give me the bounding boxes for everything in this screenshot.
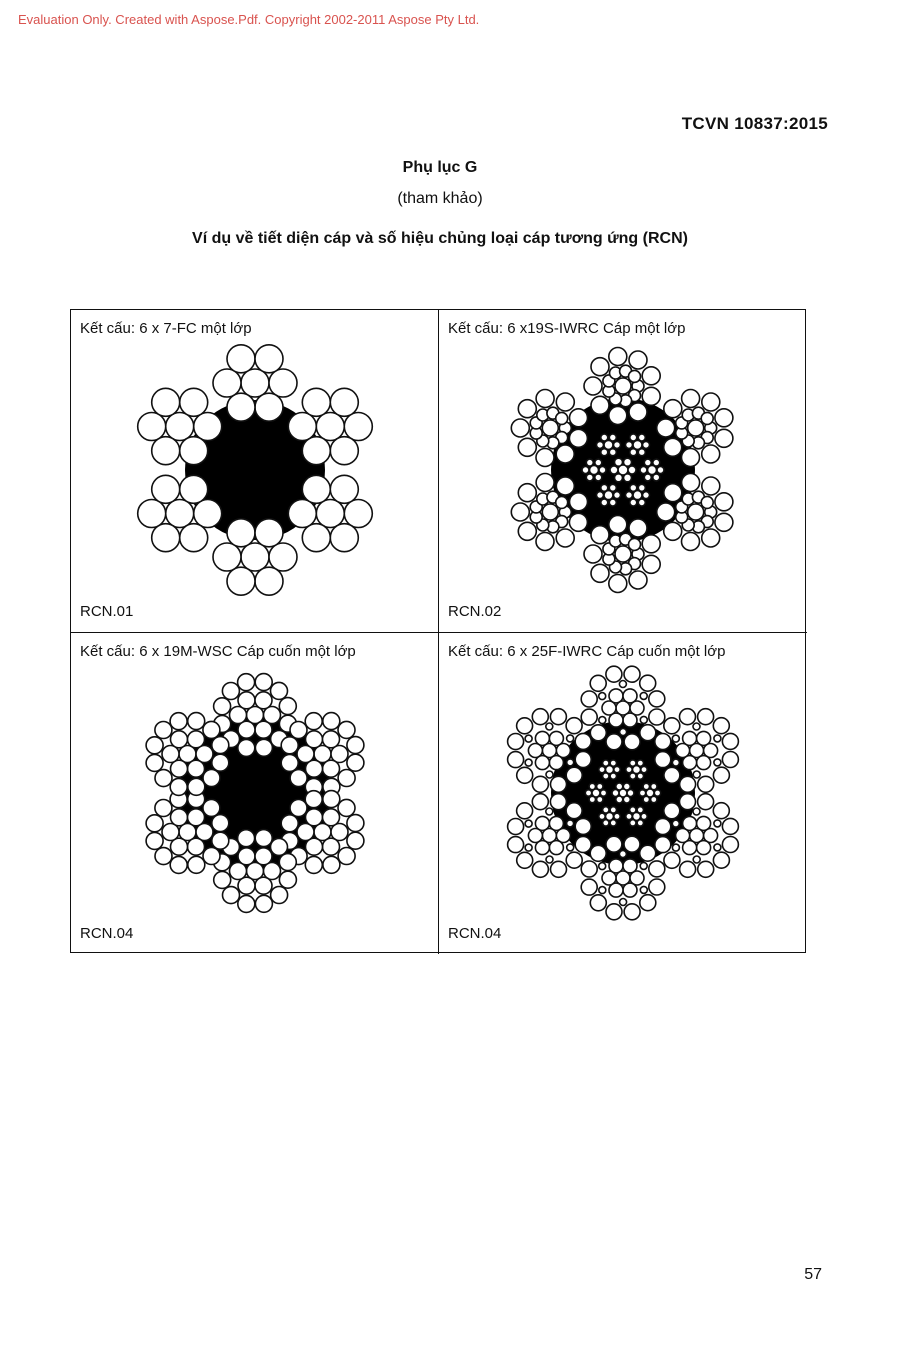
rope-table bbox=[70, 309, 806, 953]
appendix-heading: Ví dụ về tiết diện cáp và số hiệu chủng loại cáp tương ứng (RCN) bbox=[192, 230, 688, 247]
appendix-subtitle: (tham khảo) bbox=[397, 190, 483, 207]
page-number: 57 bbox=[804, 1266, 822, 1283]
rope-6x19m-wsc-icon bbox=[125, 663, 385, 923]
rope-caption: Kết cấu: 6 x19S-IWRC Cáp một lớp bbox=[448, 320, 686, 337]
rope-code: RCN.04 bbox=[80, 925, 134, 942]
rope-cell bbox=[439, 633, 807, 954]
rope-6x25f-iwrc-icon bbox=[493, 663, 753, 923]
rope-caption: Kết cấu: 6 x 19M-WSC Cáp cuốn một lớp bbox=[80, 643, 356, 660]
watermark: Evaluation Only. Created with Aspose.Pdf. Copyright 2002-2011 Aspose Pty Ltd. bbox=[18, 12, 480, 27]
rope-6x19s-iwrc-icon bbox=[493, 340, 753, 600]
rope-6x7-fc-icon bbox=[125, 340, 385, 600]
standard-number: TCVN 10837:2015 bbox=[681, 114, 828, 133]
rope-code: RCN.01 bbox=[80, 603, 134, 620]
rope-caption: Kết cấu: 6 x 7-FC một lớp bbox=[80, 320, 252, 337]
appendix-title: Phụ lục G bbox=[402, 159, 478, 176]
rope-cell bbox=[439, 310, 807, 633]
rope-cell bbox=[71, 310, 439, 633]
rope-code: RCN.02 bbox=[448, 603, 502, 620]
rope-cell bbox=[71, 633, 439, 954]
rope-caption: Kết cấu: 6 x 25F-IWRC Cáp cuốn một lớp bbox=[448, 643, 726, 660]
rope-code: RCN.04 bbox=[448, 925, 502, 942]
